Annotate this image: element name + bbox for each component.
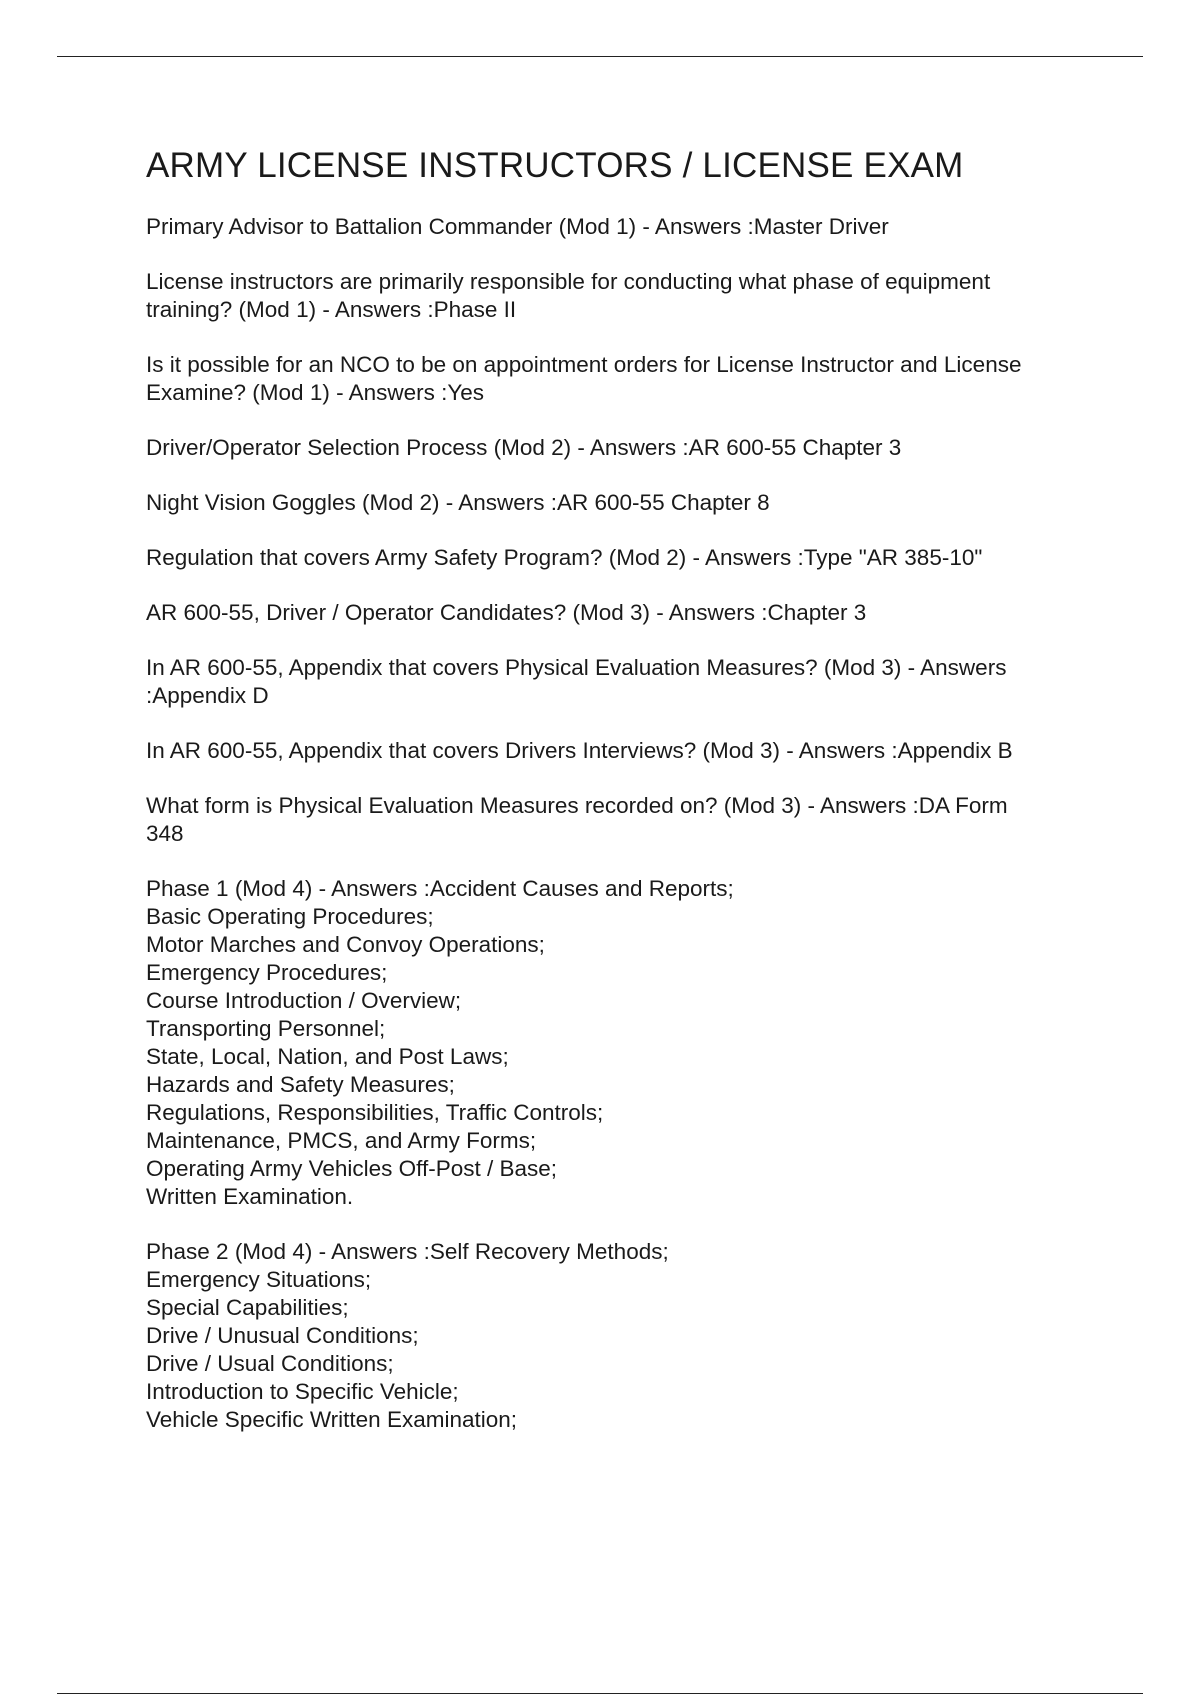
- qa-line: Maintenance, PMCS, and Army Forms;: [146, 1128, 537, 1153]
- document-body: [146, 142, 1106, 1461]
- qa-entry: [146, 489, 1106, 517]
- qa-line: Transporting Personnel;: [146, 1016, 386, 1041]
- qa-line: Primary Advisor to Battalion Commander (Mod 1) - Answers :Master Driver: [146, 214, 889, 239]
- qa-line: Written Examination.: [146, 1184, 354, 1209]
- qa-line: What form is Physical Evaluation Measures recorded on? (Mod 3) - Answers :DA Form: [146, 793, 1008, 818]
- qa-entry: [146, 268, 1106, 324]
- page-title: ARMY LICENSE INSTRUCTORS / LICENSE EXAM: [146, 146, 964, 185]
- qa-line: Motor Marches and Convoy Operations;: [146, 932, 545, 957]
- footer-divider: [57, 1693, 1143, 1694]
- qa-entry: [146, 599, 1106, 627]
- qa-line: AR 600-55, Driver / Operator Candidates? (Mod 3) - Answers :Chapter 3: [146, 600, 867, 625]
- qa-list: [146, 213, 1106, 1434]
- qa-line: State, Local, Nation, and Post Laws;: [146, 1044, 509, 1069]
- qa-entry: [146, 1238, 1106, 1434]
- qa-line: Driver/Operator Selection Process (Mod 2) - Answers :AR 600-55 Chapter 3: [146, 435, 902, 460]
- qa-line: Night Vision Goggles (Mod 2) - Answers :AR 600-55 Chapter 8: [146, 490, 770, 515]
- qa-line: In AR 600-55, Appendix that covers Drivers Interviews? (Mod 3) - Answers :Appendix B: [146, 738, 1013, 763]
- qa-entry: [146, 351, 1106, 407]
- qa-line: Examine? (Mod 1) - Answers :Yes: [146, 380, 485, 405]
- qa-line: Emergency Procedures;: [146, 960, 388, 985]
- qa-entry: [146, 737, 1106, 765]
- qa-line: Phase 1 (Mod 4) - Answers :Accident Causes and Reports;: [146, 876, 734, 901]
- qa-line: training? (Mod 1) - Answers :Phase II: [146, 297, 517, 322]
- qa-line: 348: [146, 821, 184, 846]
- qa-line: Course Introduction / Overview;: [146, 988, 462, 1013]
- qa-line: Phase 2 (Mod 4) - Answers :Self Recovery Methods;: [146, 1239, 669, 1264]
- qa-entry: [146, 654, 1106, 710]
- qa-entry: [146, 213, 1106, 241]
- qa-entry: [146, 792, 1106, 848]
- qa-entry: [146, 434, 1106, 462]
- qa-line: Special Capabilities;: [146, 1295, 349, 1320]
- qa-line: In AR 600-55, Appendix that covers Physical Evaluation Measures? (Mod 3) - Answers: [146, 655, 1007, 680]
- qa-line: License instructors are primarily responsible for conducting what phase of equipment: [146, 269, 991, 294]
- qa-line: Drive / Usual Conditions;: [146, 1351, 394, 1376]
- qa-line: Is it possible for an NCO to be on appointment orders for License Instructor and License: [146, 352, 1022, 377]
- qa-entry: [146, 544, 1106, 572]
- qa-line: Regulation that covers Army Safety Program? (Mod 2) - Answers :Type "AR 385-10": [146, 545, 983, 570]
- header-divider: [57, 56, 1143, 57]
- qa-line: Drive / Unusual Conditions;: [146, 1323, 419, 1348]
- qa-line: :Appendix D: [146, 683, 269, 708]
- qa-entry: [146, 875, 1106, 1211]
- qa-line: Regulations, Responsibilities, Traffic Controls;: [146, 1100, 604, 1125]
- qa-line: Basic Operating Procedures;: [146, 904, 434, 929]
- qa-line: Introduction to Specific Vehicle;: [146, 1379, 459, 1404]
- qa-line: Hazards and Safety Measures;: [146, 1072, 455, 1097]
- qa-line: Vehicle Specific Written Examination;: [146, 1407, 518, 1432]
- qa-line: Emergency Situations;: [146, 1267, 372, 1292]
- qa-line: Operating Army Vehicles Off-Post / Base;: [146, 1156, 558, 1181]
